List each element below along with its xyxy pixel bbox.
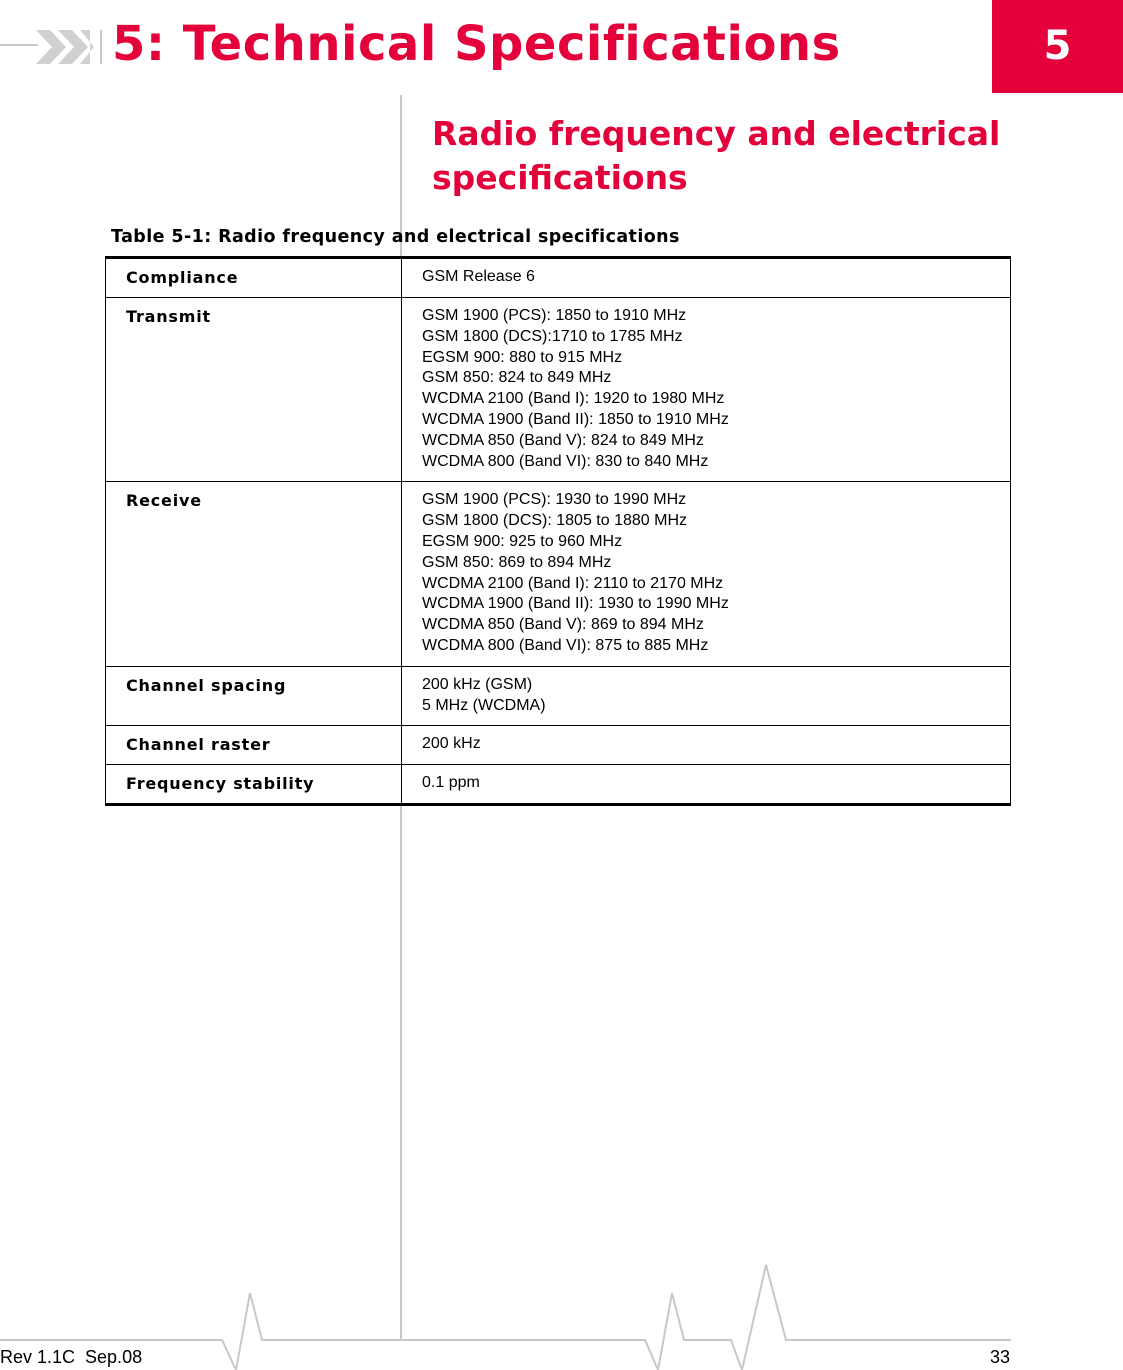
value-line: 200 kHz (GSM) (422, 675, 533, 693)
section-heading: Radio frequency and electrical specifications (432, 114, 1001, 197)
footer-page-number: 33 (989, 1347, 1010, 1367)
row-value (402, 482, 1011, 666)
footer-waveform (0, 1265, 1011, 1370)
value-line: 200 kHz (422, 735, 481, 753)
specifications-table-body (106, 258, 1011, 805)
table-row (106, 666, 1011, 726)
value-line: GSM 1800 (DCS):1710 to 1785 MHz (422, 327, 683, 345)
chapter-number-tab (992, 0, 1123, 93)
value-line: WCDMA 2100 (Band I): 1920 to 1980 MHz (422, 390, 725, 408)
chapter-title: 5: Technical Specifications (112, 16, 841, 72)
row-label: Transmit (106, 298, 402, 482)
value-line: WCDMA 850 (Band V): 869 to 894 MHz (422, 616, 704, 634)
value-line: GSM 850: 869 to 894 MHz (422, 553, 612, 571)
table-row (106, 765, 1011, 805)
specifications-table (105, 256, 1011, 806)
row-label: Channel spacing (106, 666, 402, 726)
table-caption: Table 5-1: Radio frequency and electrical specifications (111, 227, 680, 247)
row-value (402, 298, 1011, 482)
chapter-number: 5 (1043, 23, 1072, 69)
value-line: GSM 1900 (PCS): 1850 to 1910 MHz (422, 307, 687, 324)
row-value (402, 765, 1011, 805)
value-line: WCDMA 800 (Band VI): 875 to 885 MHz (422, 636, 709, 654)
row-value (402, 666, 1011, 726)
value-line: 5 MHz (WCDMA) (422, 696, 546, 714)
value-line: WCDMA 1900 (Band II): 1850 to 1910 MHz (422, 410, 729, 428)
row-value (402, 726, 1011, 765)
value-line: EGSM 900: 925 to 960 MHz (422, 532, 623, 550)
value-line: WCDMA 800 (Band VI): 830 to 840 MHz (422, 452, 709, 470)
row-label: Receive (106, 482, 402, 666)
row-label: Compliance (106, 258, 402, 298)
row-value (402, 258, 1011, 298)
table-row (106, 258, 1011, 298)
row-label: Frequency stability (106, 765, 402, 805)
table-row (106, 482, 1011, 666)
row-label: Channel raster (106, 726, 402, 765)
value-line: GSM Release 6 (422, 268, 535, 285)
footer-revision: Rev 1.1C Sep.08 (0, 1347, 143, 1367)
value-line: WCDMA 850 (Band V): 824 to 849 MHz (422, 431, 704, 449)
table-row (106, 298, 1011, 482)
value-line: GSM 1800 (DCS): 1805 to 1880 MHz (422, 512, 688, 530)
value-line: EGSM 900: 880 to 915 MHz (422, 348, 623, 366)
table-row (106, 726, 1011, 765)
value-line: GSM 850: 824 to 849 MHz (422, 369, 612, 387)
value-line: GSM 1900 (PCS): 1930 to 1990 MHz (422, 491, 687, 509)
chevron-logo-icon (0, 30, 101, 64)
value-line: 0.1 ppm (422, 774, 480, 792)
value-line: WCDMA 1900 (Band II): 1930 to 1990 MHz (422, 595, 729, 613)
value-line: WCDMA 2100 (Band I): 2110 to 2170 MHz (422, 574, 724, 592)
